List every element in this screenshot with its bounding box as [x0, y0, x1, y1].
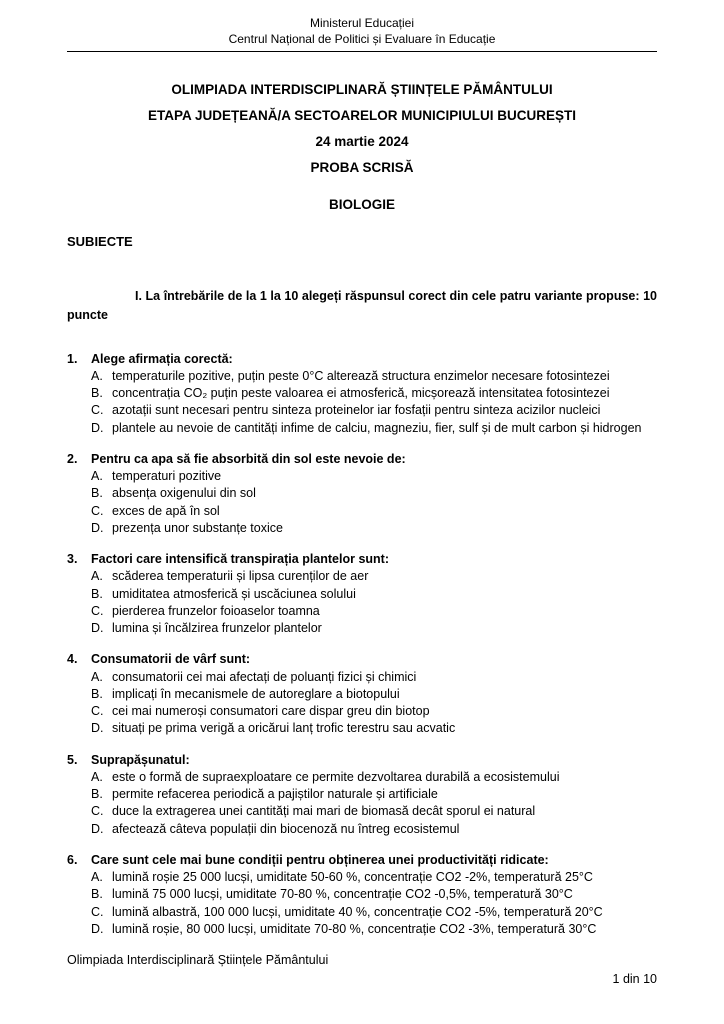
answer-option	[91, 568, 657, 585]
option-letter: D.	[91, 420, 104, 435]
question-text: Pentru ca apa să fie absorbită din sol este nevoie de:	[91, 451, 406, 466]
options-list	[91, 368, 657, 437]
answer-option	[91, 620, 657, 637]
question-text: Factori care intensifică transpirația plantelor sunt:	[91, 552, 389, 567]
option-letter: B.	[91, 586, 103, 601]
question-1	[67, 351, 657, 437]
subject-title: BIOLOGIE	[328, 197, 395, 213]
footer-title: Olimpiada Interdisciplinară Științele Pământului	[67, 953, 329, 967]
answer-option	[91, 803, 657, 820]
option-letter: A.	[91, 669, 103, 684]
option-letter: D.	[91, 621, 104, 636]
option-letter: C.	[91, 403, 104, 418]
option-text: pierderea frunzelor foioaselor toamna	[112, 603, 320, 618]
option-text: exces de apă în sol	[112, 503, 220, 518]
answer-option	[91, 869, 657, 886]
options-list	[91, 669, 657, 738]
question-3	[67, 551, 657, 637]
title-stage: ETAPA JUDEȚEANĂ/A SECTOARELOR MUNICIPIULUI BUCUREȘTI	[147, 108, 577, 124]
title-exam-type: PROBA SCRISĂ	[310, 160, 414, 176]
option-letter: A.	[91, 469, 103, 484]
question-head	[67, 651, 657, 668]
question-2	[67, 451, 657, 537]
option-text: umiditatea atmosferică și uscăciunea solului	[112, 586, 356, 601]
question-text: Consumatorii de vârf sunt:	[91, 652, 251, 667]
answer-option	[91, 485, 657, 502]
answer-option	[91, 468, 657, 485]
option-letter: A.	[91, 569, 103, 584]
question-5	[67, 752, 657, 838]
option-text: lumină roșie, 80 000 lucși, umiditate 70-80 %, concentrație CO2 -3%, temperatură 30°C	[112, 921, 597, 936]
option-text: duce la extragerea unei cantități mai mari de biomasă decât sporul ei natural	[112, 804, 536, 819]
option-text: temperaturi pozitive	[112, 469, 222, 484]
option-text: situați pe prima verigă a oricărui lanț trofic terestru sau acvatic	[112, 721, 456, 736]
answer-option	[91, 520, 657, 537]
option-letter: B.	[91, 686, 103, 701]
option-letter: B.	[91, 887, 103, 902]
question-number: 6.	[67, 852, 78, 867]
document-footer	[67, 953, 657, 986]
answer-option	[91, 886, 657, 903]
questions-list	[67, 351, 657, 939]
option-letter: D.	[91, 520, 104, 535]
question-head	[67, 451, 657, 468]
options-list	[91, 869, 657, 938]
question-number: 4.	[67, 652, 78, 667]
answer-option	[91, 420, 657, 437]
question-text: Care sunt cele mai bune condiții pentru obținerea unei productivități ridicate:	[91, 852, 549, 867]
question-number: 5.	[67, 752, 78, 767]
option-text: scăderea temperaturii și lipsa curenților de aer	[112, 569, 369, 584]
answer-option	[91, 669, 657, 686]
option-letter: A.	[91, 870, 103, 885]
option-text: concentrația CO₂ puțin peste valoarea ei atmosferică, micșorează intensitatea fotosintezei	[112, 386, 610, 401]
question-text: Alege afirmația corectă:	[91, 351, 233, 366]
answer-option	[91, 821, 657, 838]
header-ministry: Ministerul Educației	[309, 16, 415, 30]
answer-option	[91, 921, 657, 938]
option-text: implicați în mecanismele de autoreglare a biotopului	[112, 686, 400, 701]
option-text: lumină roșie 25 000 lucși, umiditate 50-60 %, concentrație CO2 -2%, temperatură 25°C	[112, 870, 593, 885]
question-head	[67, 752, 657, 769]
option-letter: B.	[91, 486, 103, 501]
option-text: plantele au nevoie de cantități infime de calciu, magneziu, fier, sulf și de mult carbon și hidrogen	[112, 420, 642, 435]
answer-option	[91, 904, 657, 921]
question-6	[67, 852, 657, 938]
option-letter: A.	[91, 368, 103, 383]
title-olympiad: OLIMPIADA INTERDISCIPLINARĂ ȘTIINȚELE PĂMÂNTULUI	[171, 82, 553, 98]
question-number: 2.	[67, 451, 78, 466]
question-4	[67, 651, 657, 737]
option-letter: D.	[91, 721, 104, 736]
option-text: lumină 75 000 lucși, umiditate 70-80 %, concentrație CO2 -0,5%, temperatură 30°C	[112, 887, 573, 902]
options-list	[91, 769, 657, 838]
option-letter: C.	[91, 503, 104, 518]
answer-option	[91, 586, 657, 603]
option-letter: B.	[91, 787, 103, 802]
option-text: absența oxigenului din sol	[112, 486, 256, 501]
answer-option	[91, 503, 657, 520]
answer-option	[91, 603, 657, 620]
option-text: azotații sunt necesari pentru sinteza proteinelor iar fosfații pentru sinteza acizilor nucleici	[112, 403, 601, 418]
option-letter: D.	[91, 821, 104, 836]
document-header	[67, 16, 657, 52]
header-center: Centrul Național de Politici și Evaluare în Educație	[228, 31, 496, 46]
answer-option	[91, 720, 657, 737]
section-label: SUBIECTE	[67, 234, 133, 250]
option-text: prezența unor substanțe toxice	[112, 520, 283, 535]
title-date: 24 martie 2024	[315, 134, 409, 150]
question-head	[67, 351, 657, 368]
option-text: consumatorii cei mai afectați de poluanți fizici și chimici	[112, 669, 417, 684]
option-text: lumină albastră, 100 000 lucși, umiditate 40 %, concentrație CO2 -5%, temperatură 20°C	[112, 904, 603, 919]
answer-option	[91, 368, 657, 385]
question-text: Suprapășunatul:	[91, 752, 190, 767]
question-number: 1.	[67, 351, 78, 366]
answer-option	[91, 686, 657, 703]
instruction-paragraph: I. La întrebările de la 1 la 10 alegeți răspunsul corect din cele patru variante propuse: 10 puncte	[67, 289, 657, 322]
option-text: lumina și încălzirea frunzelor plantelor	[112, 621, 322, 636]
option-text: este o formă de supraexploatare ce permite dezvoltarea durabilă a ecosistemului	[112, 769, 560, 784]
answer-option	[91, 769, 657, 786]
option-text: temperaturile pozitive, puțin peste 0°C alterează structura enzimelor necesare fotosintezei	[112, 368, 610, 383]
option-letter: C.	[91, 804, 104, 819]
answer-option	[91, 385, 657, 402]
answer-option	[91, 703, 657, 720]
option-letter: D.	[91, 921, 104, 936]
title-block	[67, 82, 657, 175]
option-letter: C.	[91, 603, 104, 618]
options-list	[91, 468, 657, 537]
answer-option	[91, 402, 657, 419]
option-letter: A.	[91, 769, 103, 784]
option-text: permite refacerea periodică a pajiștilor naturale și artificiale	[112, 787, 438, 802]
option-letter: C.	[91, 904, 104, 919]
question-head	[67, 551, 657, 568]
options-list	[91, 568, 657, 637]
page-number: 1 din 10	[612, 972, 657, 986]
option-text: afectează câteva populații din biocenoză nu întreg ecosistemul	[112, 821, 460, 836]
option-letter: B.	[91, 386, 103, 401]
answer-option	[91, 786, 657, 803]
option-letter: C.	[91, 704, 104, 719]
option-text: cei mai numeroși consumatori care dispar greu din biotop	[112, 704, 430, 719]
question-head	[67, 852, 657, 869]
question-number: 3.	[67, 552, 78, 567]
